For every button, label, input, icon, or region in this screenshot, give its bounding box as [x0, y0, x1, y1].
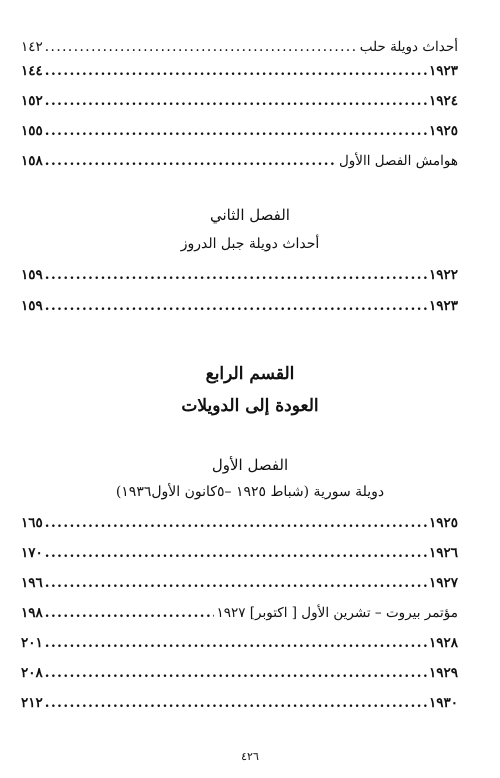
toc-page-number: ١٥٩	[21, 298, 43, 314]
toc-page-number: ١٥٨	[21, 153, 43, 169]
toc-entry-label: ١٩٢٨	[428, 635, 458, 651]
toc-entry	[21, 512, 458, 534]
toc-page-number: ١٩٦	[21, 575, 43, 591]
part-subtitle: العودة إلى الدويلات	[181, 396, 319, 416]
toc-leader-dots	[45, 60, 427, 82]
toc-entry-label: ١٩٢٣	[428, 63, 458, 79]
toc-leader-dots	[45, 150, 337, 172]
toc-entry-label: ١٩٣٠	[428, 695, 458, 711]
toc-page-number: ١٥٢	[21, 93, 43, 109]
toc-leader-dots	[45, 632, 427, 654]
toc-page-number: ١٦٥	[21, 515, 43, 531]
toc-page-number: ١٥٥	[21, 123, 43, 139]
toc-leader-dots	[45, 264, 427, 286]
chapter-subtitle: أحداث دويلة جبل الدروز	[180, 236, 320, 252]
toc-entry	[21, 542, 458, 564]
toc-leader-dots	[45, 692, 427, 714]
toc-entry	[21, 90, 458, 112]
toc-entry-label: ١٩٢٦	[428, 545, 458, 561]
toc-entry-label: ١٩٢٥	[428, 515, 458, 531]
part-heading: القسم الرابع	[205, 364, 295, 384]
toc-entry-label: هوامش الفصل االأول	[338, 153, 458, 169]
toc-page-number: ١٧٠	[21, 545, 43, 561]
toc-entry	[21, 662, 458, 684]
toc-leader-dots	[45, 662, 427, 684]
toc-leader-dots	[45, 36, 358, 58]
toc-leader-dots	[45, 90, 427, 112]
toc-page-number: ٢١٢	[21, 695, 43, 711]
toc-entry-label: ١٩٢٣	[428, 298, 458, 314]
chapter-heading: الفصل الثاني	[210, 206, 290, 224]
toc-entry	[21, 264, 458, 286]
toc-leader-dots	[45, 512, 427, 534]
toc-entry-label: ١٩٢٧	[428, 575, 458, 591]
toc-page-number: ٢٠٨	[21, 665, 43, 681]
chapter-heading: الفصل الأول	[211, 456, 289, 474]
toc-entry	[21, 120, 458, 142]
toc-entry	[21, 572, 458, 594]
toc-entry	[21, 602, 458, 624]
toc-entry	[21, 60, 458, 82]
toc-entry	[21, 150, 458, 172]
toc-entry	[21, 36, 458, 58]
toc-page-number: ١٩٨	[21, 605, 43, 621]
toc-page-number: ١٤٢	[21, 39, 43, 55]
toc-page-number: ١٤٤	[21, 63, 43, 79]
toc-leader-dots	[45, 295, 427, 317]
toc-entry-label: أحداث دويلة حلب	[359, 39, 458, 55]
toc-entry-label: ١٩٢٥	[428, 123, 458, 139]
toc-leader-dots	[45, 572, 427, 594]
toc-entry-label: ١٩٢٤	[428, 93, 458, 109]
toc-page-number: ١٥٩	[21, 267, 43, 283]
toc-entry-label: ١٩٢٩	[428, 665, 458, 681]
chapter-subtitle: دويلة سورية (شباط ١٩٢٥ –٥كانون الأول١٩٣٦)	[115, 484, 385, 500]
toc-entry-label: ١٩٢٢	[428, 267, 458, 283]
toc-leader-dots	[45, 602, 215, 624]
toc-entry	[21, 632, 458, 654]
toc-leader-dots	[45, 120, 427, 142]
toc-leader-dots	[45, 542, 427, 564]
toc-entry	[21, 295, 458, 317]
toc-entry-label: مؤتمر بيروت – تشرين الأول [ اكتوبر] ١٩٢٧	[216, 605, 458, 621]
toc-entry	[21, 692, 458, 714]
toc-page-number: ٢٠١	[21, 635, 43, 651]
page-folio-number: ٤٢٦	[241, 750, 259, 763]
